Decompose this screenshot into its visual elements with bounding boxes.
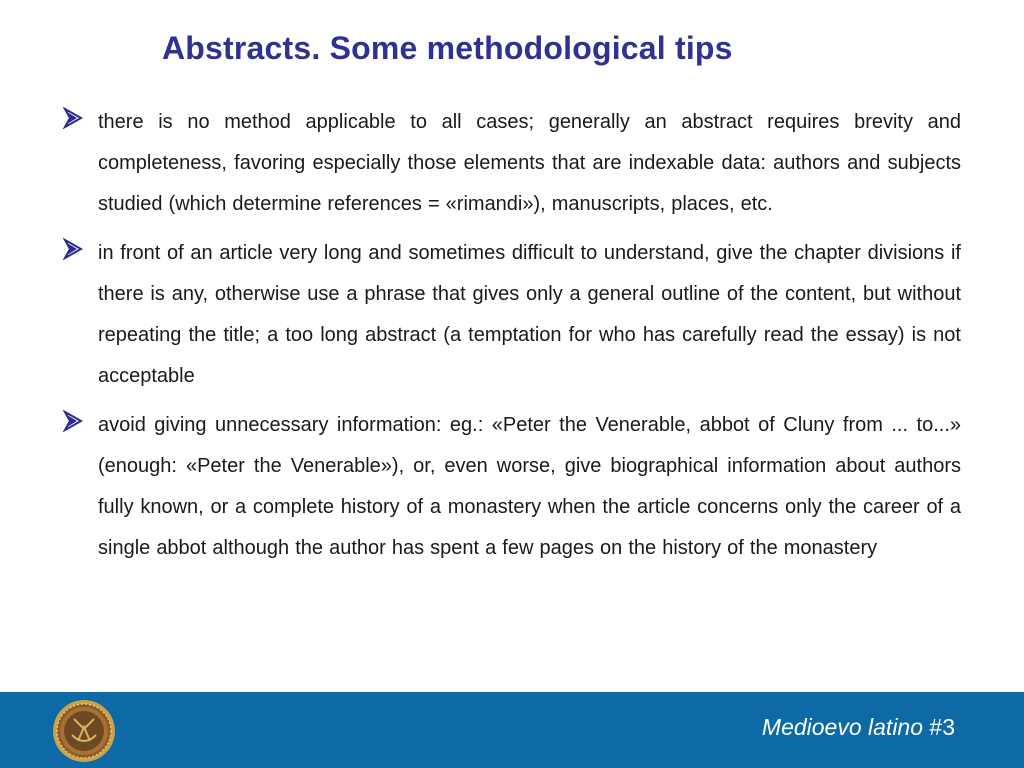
bullet-item [0,233,961,397]
bullet-text: there is no method applicable to all cases; generally an abstract requires brevity and completeness, favoring especially those elements that are indexable data: authors and subjects studied (which determine references = «rimandi»), manuscripts, places, etc. [98,111,961,215]
arrow-bullet-icon [63,106,83,130]
bullet-list [0,102,1024,577]
slide-title: Abstracts. Some methodological tips [162,30,733,66]
arrow-bullet-icon [63,409,83,433]
arrow-bullet-icon [63,237,83,261]
bullet-text: in front of an article very long and sometimes difficult to understand, give the chapter divisions if there is any, otherwise use a phrase that gives only a general outline of the content, but without repeating the title; a too long abstract (a temptation for who has carefully read the essay) is not acceptable [98,242,961,387]
bullet-item [0,405,961,569]
footer-label [762,714,955,741]
bullet-text: avoid giving unnecessary information: eg.: «Peter the Venerable, abbot of Cluny from ... to...» (enough: «Peter the Venerable»), or, even worse, give biographical information about authors fully known, or a complete history of a monastery when the article concerns only the career of a single abbot although the author has spent a few pages on the history of the monastery [98,414,961,559]
footer-bar [0,692,1024,768]
bullet-item [0,102,961,225]
seal-logo-icon [52,699,116,763]
footer-slide-number: #3 [923,714,955,740]
footer-brand: Medioevo latino [761,714,924,740]
